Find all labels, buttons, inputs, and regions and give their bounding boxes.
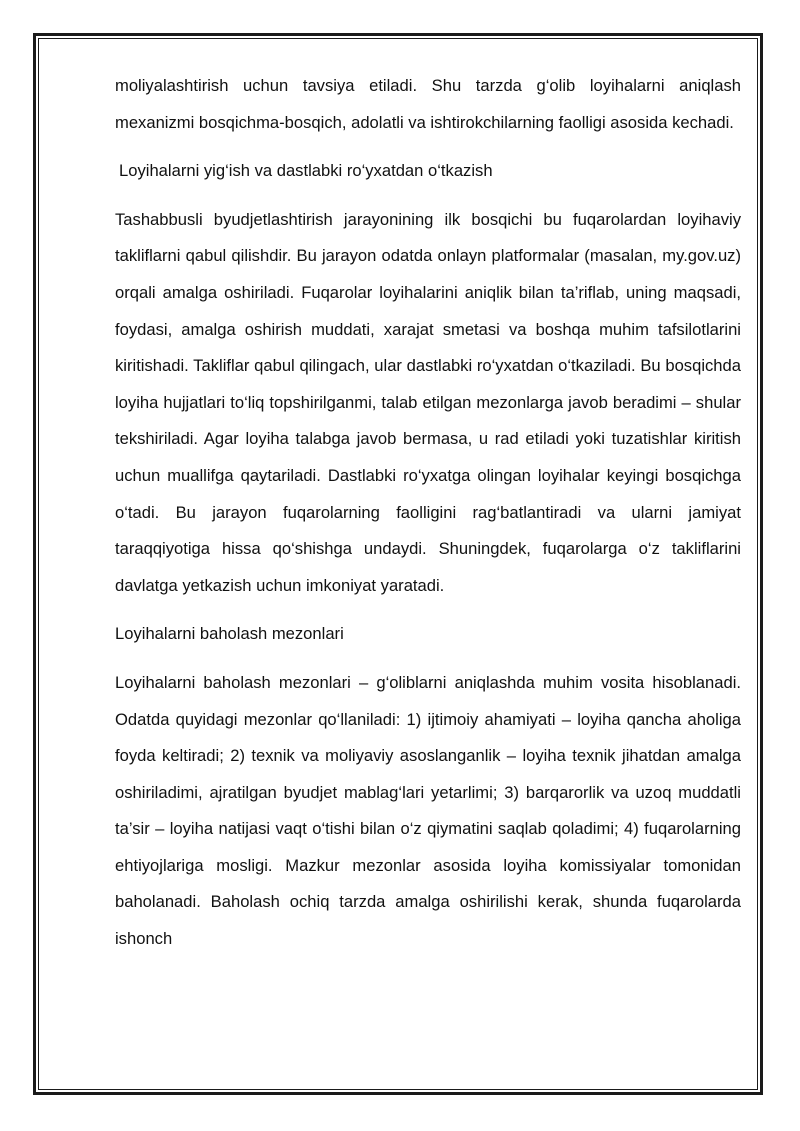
paragraph-criteria: Loyihalarni baholash mezonlari – g‘oliblarni aniqlashda muhim vosita hisoblanadi. Odatda quyidagi mezonlar qo‘llaniladi: 1) ijtimoiy ahamiyati – loyiha qancha aholiga foyda keltiradi; 2) texnik va moliyaviy asoslanganlik – loyiha texnik jihatdan amalga oshiriladimi, ajratilgan byudjet mablag‘lari yetarlimi; 3) barqarorlik va uzoq muddatli ta’sir – loyiha natijasi vaqt o‘tishi bilan o‘z qiymatini saqlab qoladimi; 4) fuqarolarning ehtiyojlariga mosligi. Mazkur mezonlar asosida loyiha komissiyalar tomonidan baholanadi. Baholash ochiq tarzda amalga oshirilishi kerak, shunda fuqarolarda ishonch	[115, 672, 741, 949]
document-body	[115, 68, 741, 970]
section-heading-collection: Loyihalarni yig‘ish va dastlabki ro‘yxatdan o‘tkazish	[119, 161, 493, 181]
paragraph-intro: moliyalashtirish uchun tavsiya etiladi. Shu tarzda g‘olib loyihalarni aniqlash mexanizmi bosqichma-bosqich, adolatli va ishtirokchilarning faolligi asosida kechadi.	[115, 76, 741, 132]
paragraph-collection: Tashabbusli byudjetlashtirish jarayonining ilk bosqichi bu fuqarolardan loyihaviy takliflarni qabul qilishdir. Bu jarayon odatda onlayn platformalar (masalan, my.gov.uz) orqali amalga oshiriladi. Fuqarolar loyihalarini aniqlik bilan ta’riflab, uning maqsadi, foydasi, amalga oshirish muddati, xarajat smetasi va boshqa muhim tafsilotlarini kiritishadi. Takliflar qabul qilingach, ular dastlabki ro‘yxatdan o‘tkaziladi. Bu bosqichda loyiha hujjatlari to‘liq topshirilganmi, talab etilgan mezonlarga javob beradimi – shular tekshiriladi. Agar loyiha talabga javob bermasa, u rad etiladi yoki tuzatishlar kiritish uchun muallifga qaytariladi. Dastlabki ro‘yxatga olingan loyihalar keyingi bosqichga o‘tadi. Bu jarayon fuqarolarning faolligini rag‘batlantiradi va ularni jamiyat taraqqiyotiga hissa qo‘shishga undaydi. Shuningdek, fuqarolarga o‘z takliflarini davlatga yetkazish uchun imkoniyat yaratadi.	[115, 209, 741, 595]
section-heading-criteria: Loyihalarni baholash mezonlari	[115, 624, 344, 644]
